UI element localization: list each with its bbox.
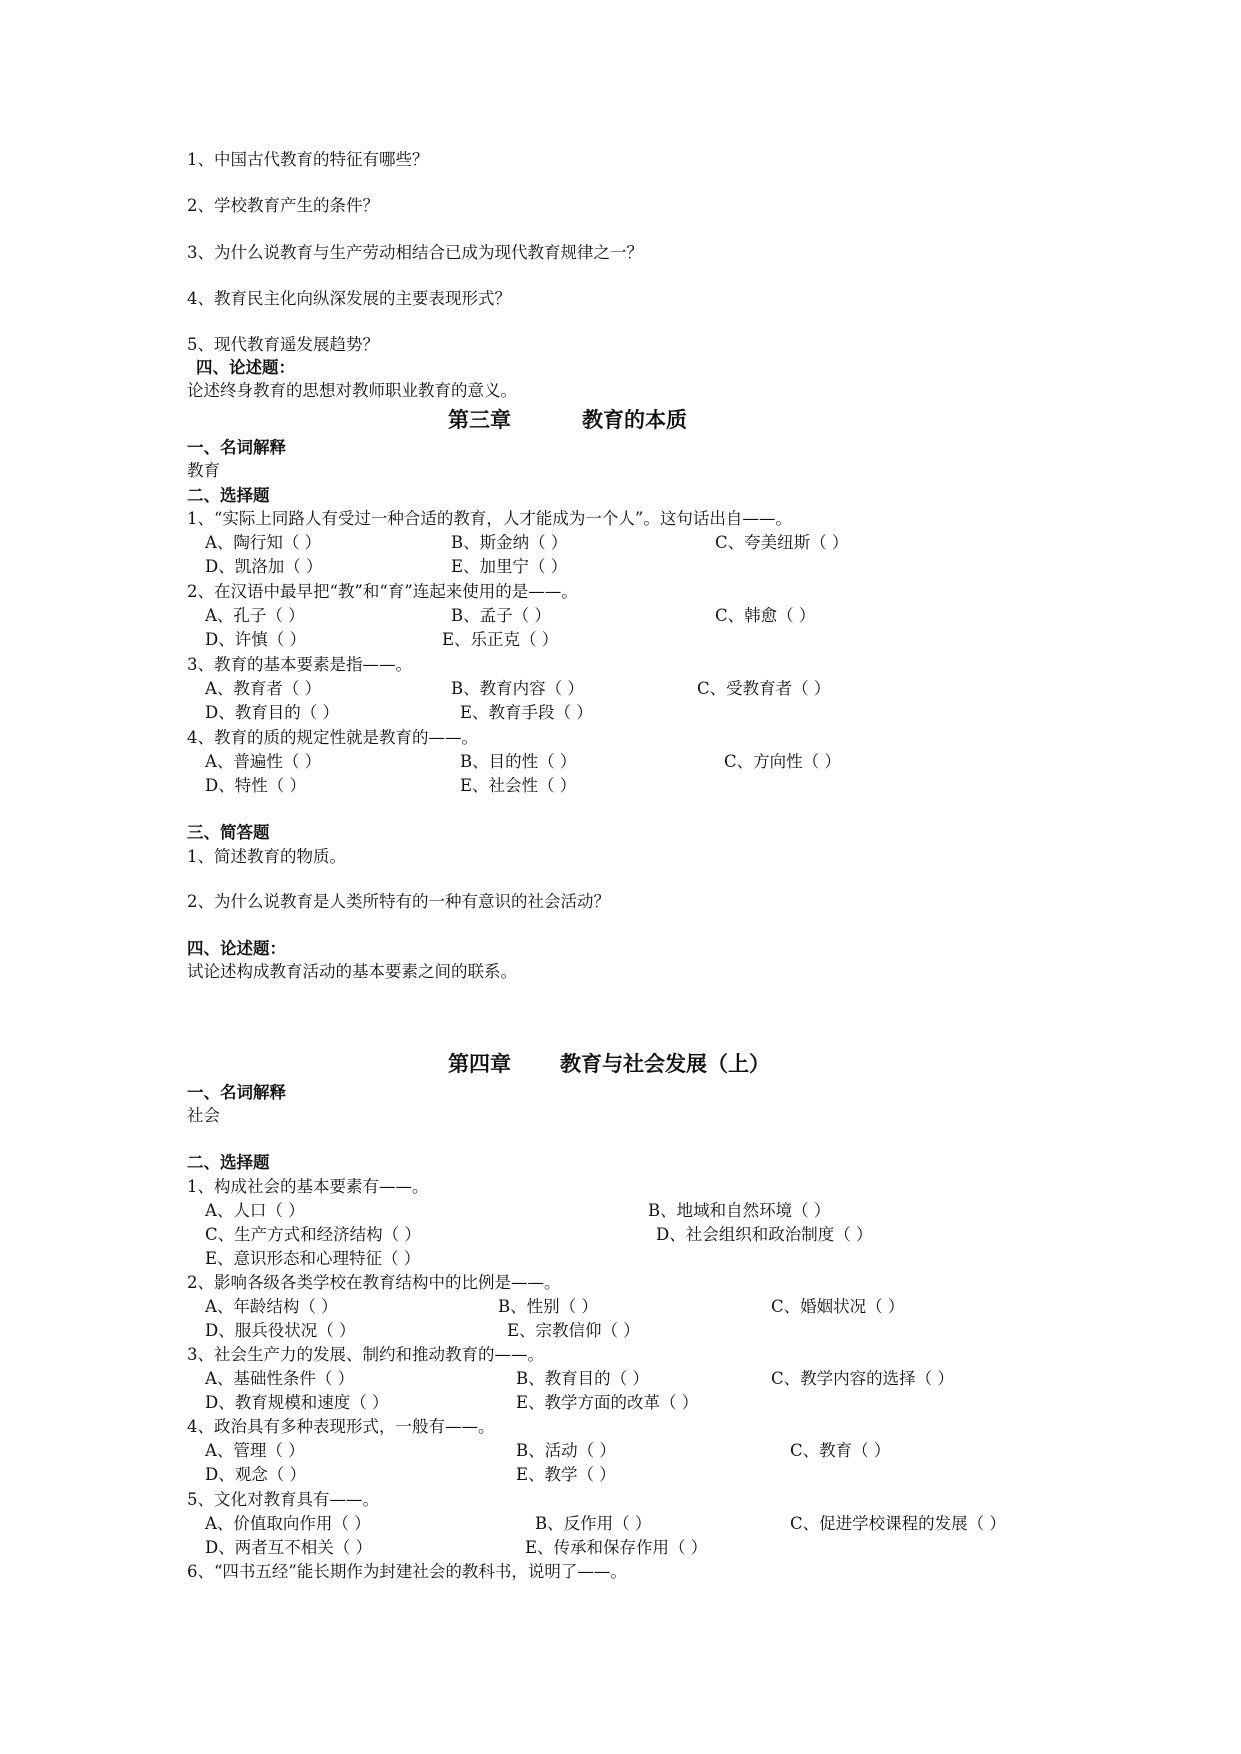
option: B、教育内容（ ）	[451, 679, 584, 698]
option: D、社会组织和政治制度（ ）	[656, 1225, 873, 1244]
option: B、活动（ ）	[516, 1441, 616, 1460]
option: C、促进学校课程的发展（ ）	[790, 1514, 1006, 1533]
section-heading: 一、名词解释	[187, 438, 286, 457]
option: A、人口（ ）	[205, 1201, 305, 1220]
chapter-title: 教育与社会发展（上）	[560, 1051, 770, 1076]
option: B、地域和自然环境（ ）	[648, 1201, 831, 1220]
short-answer-question: 2、为什么说教育是人类所特有的一种有意识的社会活动？	[187, 892, 610, 911]
essay-question: 试论述构成教育活动的基本要素之间的联系。	[187, 962, 517, 981]
question-stem: 2、在汉语中最早把“教”和“育”连起来使用的是——。	[187, 582, 578, 601]
option: A、教育者（ ）	[205, 679, 322, 698]
option: B、孟子（ ）	[451, 606, 551, 625]
short-answer-question: 5、现代教育遥发展趋势？	[187, 335, 379, 354]
option: E、教学方面的改革（ ）	[516, 1393, 699, 1412]
short-answer-question: 1、中国古代教育的特征有哪些？	[187, 150, 429, 169]
essay-heading: 四、论述题：	[196, 358, 295, 377]
question-stem: 1、“实际上同路人有受过一种合适的教育，人才能成为一个人”。这句话出自——。	[187, 509, 792, 528]
option: D、教育规模和速度（ ）	[205, 1393, 389, 1412]
option: D、两者互不相关（ ）	[205, 1538, 372, 1557]
option: E、意识形态和心理特征（ ）	[205, 1249, 421, 1268]
question-stem: 5、文化对教育具有——。	[187, 1490, 379, 1509]
essay-question: 论述终身教育的思想对教师职业教育的意义。	[187, 381, 517, 400]
option: A、价值取向作用（ ）	[205, 1514, 371, 1533]
option: E、社会性（ ）	[460, 776, 577, 795]
question-stem: 3、教育的基本要素是指——。	[187, 655, 412, 674]
option: A、基础性条件（ ）	[205, 1369, 355, 1388]
option: D、观念（ ）	[205, 1465, 306, 1484]
short-answer-question: 4、教育民主化向纵深发展的主要表现形式？	[187, 289, 511, 308]
section-heading: 三、简答题	[187, 823, 270, 842]
option: B、教育目的（ ）	[516, 1369, 649, 1388]
option: C、教学内容的选择（ ）	[771, 1369, 954, 1388]
term: 教育	[187, 461, 220, 480]
chapter-title: 教育的本质	[582, 407, 687, 432]
short-answer-question: 1、简述教育的物质。	[187, 847, 346, 866]
question-stem: 2、影响各级各类学校在教育结构中的比例是——。	[187, 1273, 561, 1292]
section-heading: 一、名词解释	[187, 1083, 286, 1102]
option: E、教学（ ）	[516, 1465, 616, 1484]
option: C、受教育者（ ）	[697, 679, 831, 698]
term: 社会	[187, 1106, 220, 1125]
short-answer-question: 2、学校教育产生的条件？	[187, 196, 379, 215]
option: E、宗教信仰（ ）	[507, 1321, 640, 1340]
chapter-number: 第三章	[448, 407, 511, 432]
option: D、许慎（ ）	[205, 630, 306, 649]
option: D、教育目的（ ）	[205, 703, 339, 722]
option: B、目的性（ ）	[460, 752, 577, 771]
option: A、孔子（ ）	[205, 606, 305, 625]
chapter-number: 第四章	[448, 1051, 511, 1076]
section-heading: 二、选择题	[187, 1153, 270, 1172]
short-answer-question: 3、为什么说教育与生产劳动相结合已成为现代教育规律之一？	[187, 243, 643, 262]
option: E、乐正克（ ）	[442, 630, 559, 649]
option: C、教育（ ）	[790, 1441, 891, 1460]
option: B、性别（ ）	[498, 1297, 598, 1316]
option: B、反作用（ ）	[535, 1514, 652, 1533]
option: C、婚姻状况（ ）	[771, 1297, 905, 1316]
option: B、斯金纳（ ）	[451, 533, 568, 552]
question-stem: 6、“四书五经”能长期作为封建社会的教科书，说明了——。	[187, 1562, 627, 1581]
question-stem: 4、政治具有多种表现形式，一般有——。	[187, 1417, 495, 1436]
section-heading: 二、选择题	[187, 486, 270, 505]
option: E、加里宁（ ）	[451, 557, 568, 576]
option: C、韩愈（ ）	[715, 606, 816, 625]
option: D、服兵役状况（ ）	[205, 1321, 356, 1340]
option: D、凯洛加（ ）	[205, 557, 323, 576]
option: C、夸美纽斯（ ）	[715, 533, 849, 552]
option: A、普遍性（ ）	[205, 752, 322, 771]
option: C、生产方式和经济结构（ ）	[205, 1225, 421, 1244]
option: A、管理（ ）	[205, 1441, 305, 1460]
option: C、方向性（ ）	[724, 752, 841, 771]
question-stem: 4、教育的质的规定性就是教育的——。	[187, 728, 478, 747]
question-stem: 3、社会生产力的发展、制约和推动教育的——。	[187, 1345, 544, 1364]
option: E、传承和保存作用（ ）	[525, 1538, 708, 1557]
option: A、年龄结构（ ）	[205, 1297, 338, 1316]
option: A、陶行知（ ）	[205, 533, 322, 552]
option: E、教育手段（ ）	[460, 703, 593, 722]
question-stem: 1、构成社会的基本要素有——。	[187, 1177, 429, 1196]
option: D、特性（ ）	[205, 776, 306, 795]
section-heading: 四、论述题：	[187, 939, 286, 958]
